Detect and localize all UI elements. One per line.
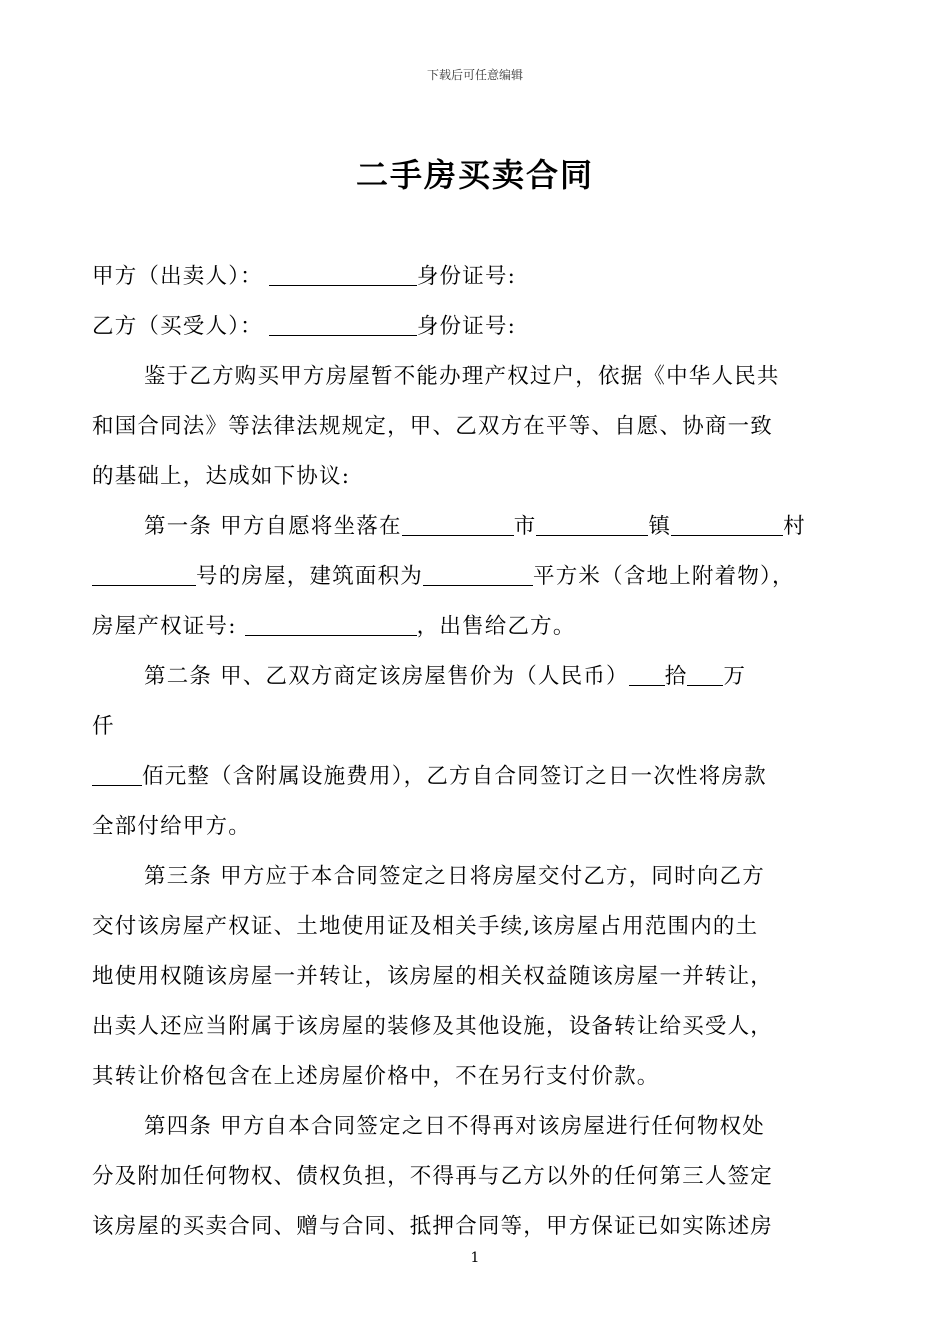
city-blank (402, 511, 514, 536)
price-bai-blank (92, 761, 142, 786)
area-blank (423, 561, 533, 586)
party-a-label: 甲方（出卖人）： (92, 264, 263, 289)
party-a-line (92, 252, 868, 302)
certificate-blank (245, 611, 417, 636)
price-wan-blank (687, 661, 723, 686)
article2-line: 仟 (92, 714, 115, 739)
town-label: 镇 (648, 514, 672, 539)
preamble-line: 的基础上，达成如下协议: (92, 464, 351, 489)
article3-line: 交付该房屋产权证、土地使用证及相关手续,该房屋占用范围内的土 (92, 914, 759, 939)
house-number-blank (92, 561, 196, 586)
party-b-line (92, 302, 868, 352)
article1-line (92, 502, 868, 552)
page-title: 二手房买卖合同 (355, 156, 594, 194)
article2-intro: 第二条 甲、乙双方商定该房屋售价为（人民币） (144, 664, 629, 689)
party-b-id-label: 身份证号: (416, 314, 517, 339)
certificate-label: 房屋产权证号: (92, 614, 237, 639)
article3-line: 第三条 甲方应于本合同签定之日将房屋交付乙方，同时向乙方 (144, 864, 765, 889)
article3-line: 其转让价格包含在上述房屋价格中，不在另行支付价款。 (92, 1064, 660, 1089)
town-blank (536, 511, 648, 536)
contract-body (92, 252, 868, 1252)
party-a-name-blank (269, 261, 417, 286)
article4-line: 该房屋的买卖合同、赠与合同、抵押合同等，甲方保证已如实陈述房 (92, 1214, 774, 1239)
article2-line (92, 652, 868, 702)
article3-line: 地使用权随该房屋一并转让，该房屋的相关权益随该房屋一并转让， (92, 964, 774, 989)
article4-line: 第四条 甲方自本合同签定之日不得再对该房屋进行任何物权处 (144, 1114, 765, 1139)
article3-line: 出卖人还应当附属于该房屋的装修及其他设施，设备转让给买受人， (92, 1014, 774, 1039)
house-number-label: 号的房屋，建筑面积为 (196, 564, 424, 589)
article1-line (92, 602, 868, 652)
area-unit-label: 平方米（含地上附着物）， (533, 564, 795, 589)
city-label: 市 (513, 514, 537, 539)
price-wan-label: 万 (723, 664, 747, 689)
price-ten-label: 拾 (664, 664, 688, 689)
price-bai-label: 佰元整（含附属设施费用），乙方自合同签订之日一次性将房款 (142, 764, 767, 789)
header-note: 下载后可任意编辑 (426, 68, 523, 82)
village-label: 村 (783, 514, 806, 539)
article1-ending: ，出售给乙方。 (416, 614, 576, 639)
price-ten-blank (629, 661, 665, 686)
party-b-label: 乙方（买受人）： (92, 314, 263, 339)
page-number: 1 (470, 1250, 480, 1266)
party-b-name-blank (269, 311, 417, 336)
party-a-id-label: 身份证号: (416, 264, 517, 289)
preamble-line: 和国合同法》等法律法规规定，甲、乙双方在平等、自愿、协商一致 (92, 414, 774, 439)
article1-intro: 第一条 甲方自愿将坐落在 (144, 514, 402, 539)
article4-line: 分及附加任何物权、债权负担，不得再与乙方以外的任何第三人签定 (92, 1164, 774, 1189)
preamble-line: 鉴于乙方购买甲方房屋暂不能办理产权过户，依据《中华人民共 (144, 364, 780, 389)
article2-line (92, 752, 868, 802)
article2-line: 全部付给甲方。 (92, 814, 251, 839)
village-blank (671, 511, 783, 536)
article1-line (92, 552, 868, 602)
